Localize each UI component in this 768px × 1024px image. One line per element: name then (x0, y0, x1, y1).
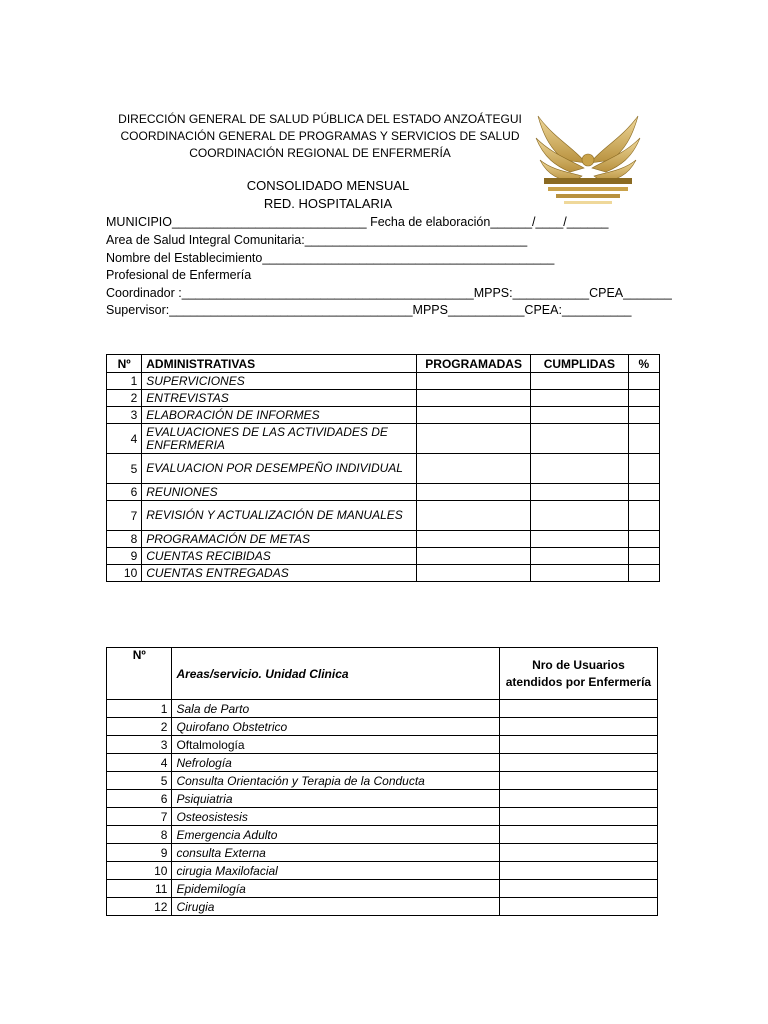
col-header-number: Nº (107, 355, 142, 373)
profesional-label: Profesional de Enfermería (106, 268, 252, 282)
row-description: ENTREVISTAS (142, 390, 417, 407)
cumplidas-cell[interactable] (531, 390, 629, 407)
row-number: 1 (107, 700, 172, 718)
table-row (107, 736, 658, 754)
row-description: PROGRAMACIÓN DE METAS (142, 531, 417, 548)
table-row (107, 531, 660, 548)
row-number: 4 (107, 424, 142, 454)
eagle-logo-icon (534, 108, 642, 212)
programadas-cell[interactable] (417, 565, 531, 582)
usuarios-cell[interactable] (499, 772, 657, 790)
usuarios-cell[interactable] (499, 736, 657, 754)
row-number: 9 (107, 844, 172, 862)
row-number: 3 (107, 407, 142, 424)
row-number: 8 (107, 531, 142, 548)
col-header-percent: % (628, 355, 659, 373)
col-header-usuarios: Nro de Usuarios atendidos por Enfermería (499, 648, 657, 700)
usuarios-cell[interactable] (499, 862, 657, 880)
table-row (107, 718, 658, 736)
usuarios-cell[interactable] (499, 718, 657, 736)
administrativas-table (106, 354, 660, 582)
row-description: REVISIÓN Y ACTUALIZACIÓN DE MANUALES (142, 501, 417, 531)
col-header-programadas: PROGRAMADAS (417, 355, 531, 373)
header-line-2: COORDINACIÓN GENERAL DE PROGRAMAS Y SERVICIOS DE SALUD (120, 129, 520, 143)
header-line-1: DIRECCIÓN GENERAL DE SALUD PÚBLICA DEL ESTADO ANZOÁTEGUI (118, 112, 522, 126)
row-description: EVALUACION POR DESEMPEÑO INDIVIDUAL (142, 454, 417, 484)
table-row (107, 373, 660, 390)
usuarios-cell[interactable] (499, 826, 657, 844)
row-area: Psiquiatria (172, 790, 499, 808)
row-number: 6 (107, 790, 172, 808)
table-header-row (107, 648, 658, 700)
percent-cell[interactable] (628, 407, 659, 424)
cumplidas-cell[interactable] (531, 501, 629, 531)
establecimiento-field[interactable]: Nombre del Establecimiento__________________________________________ (106, 251, 555, 265)
row-area: consulta Externa (172, 844, 499, 862)
programadas-cell[interactable] (417, 548, 531, 565)
row-number: 5 (107, 772, 172, 790)
percent-cell[interactable] (628, 531, 659, 548)
cumplidas-cell[interactable] (531, 548, 629, 565)
programadas-cell[interactable] (417, 484, 531, 501)
table-row (107, 808, 658, 826)
table-row (107, 772, 658, 790)
row-number: 3 (107, 736, 172, 754)
table-row (107, 844, 658, 862)
row-description: SUPERVICIONES (142, 373, 417, 390)
programadas-cell[interactable] (417, 390, 531, 407)
row-area: Cirugia (172, 898, 499, 916)
table-header-row (107, 355, 660, 373)
table-row (107, 548, 660, 565)
programadas-cell[interactable] (417, 454, 531, 484)
usuarios-cell[interactable] (499, 898, 657, 916)
table-row (107, 501, 660, 531)
cumplidas-cell[interactable] (531, 424, 629, 454)
table-row (107, 880, 658, 898)
row-description: EVALUACIONES DE LAS ACTIVIDADES DE ENFERMERIA (142, 424, 417, 454)
table-row (107, 454, 660, 484)
row-description: CUENTAS RECIBIDAS (142, 548, 417, 565)
row-number: 9 (107, 548, 142, 565)
row-number: 2 (107, 390, 142, 407)
cumplidas-cell[interactable] (531, 484, 629, 501)
percent-cell[interactable] (628, 373, 659, 390)
usuarios-cell[interactable] (499, 808, 657, 826)
usuarios-cell[interactable] (499, 754, 657, 772)
areas-servicio-table (106, 647, 658, 916)
table-row (107, 826, 658, 844)
col-header-cumplidas: CUMPLIDAS (531, 355, 629, 373)
municipio-field[interactable]: MUNICIPIO____________________________ Fecha de elaboración______/____/______ (106, 215, 609, 229)
row-number: 7 (107, 808, 172, 826)
row-number: 10 (107, 565, 142, 582)
table-row (107, 700, 658, 718)
row-number: 11 (107, 880, 172, 898)
table-row (107, 484, 660, 501)
usuarios-cell[interactable] (499, 880, 657, 898)
row-area: Nefrología (172, 754, 499, 772)
table-row (107, 424, 660, 454)
cumplidas-cell[interactable] (531, 407, 629, 424)
programadas-cell[interactable] (417, 424, 531, 454)
percent-cell[interactable] (628, 501, 659, 531)
table-row (107, 754, 658, 772)
row-description: REUNIONES (142, 484, 417, 501)
cumplidas-cell[interactable] (531, 454, 629, 484)
percent-cell[interactable] (628, 390, 659, 407)
percent-cell[interactable] (628, 484, 659, 501)
programadas-cell[interactable] (417, 531, 531, 548)
percent-cell[interactable] (628, 548, 659, 565)
programadas-cell[interactable] (417, 373, 531, 390)
coordinador-field[interactable]: Coordinador :__________________________________________MPPS:___________CPEA_______ (106, 286, 672, 300)
col-header-areas: Areas/servicio. Unidad Clinica (172, 648, 499, 700)
programadas-cell[interactable] (417, 501, 531, 531)
cumplidas-cell[interactable] (531, 531, 629, 548)
usuarios-cell[interactable] (499, 790, 657, 808)
row-area: Consulta Orientación y Terapia de la Conducta (172, 772, 499, 790)
col-header-number: Nº (107, 648, 172, 700)
programadas-cell[interactable] (417, 407, 531, 424)
table-row (107, 862, 658, 880)
row-number: 12 (107, 898, 172, 916)
row-description: ELABORACIÓN DE INFORMES (142, 407, 417, 424)
table-row (107, 565, 660, 582)
row-area: Emergencia Adulto (172, 826, 499, 844)
header-line-3: COORDINACIÓN REGIONAL DE ENFERMERÍA (189, 146, 451, 160)
usuarios-cell[interactable] (499, 844, 657, 862)
row-area: Osteosistesis (172, 808, 499, 826)
percent-cell[interactable] (628, 424, 659, 454)
col-header-administrativas: ADMINISTRATIVAS (142, 355, 417, 373)
row-number: 8 (107, 826, 172, 844)
row-number: 1 (107, 373, 142, 390)
row-number: 4 (107, 754, 172, 772)
table-row (107, 407, 660, 424)
row-number: 2 (107, 718, 172, 736)
area-field[interactable]: Area de Salud Integral Comunitaria:________________________________ (106, 233, 528, 247)
document-subtitle: RED. HOSPITALARIA (263, 196, 393, 211)
row-number: 5 (107, 454, 142, 484)
percent-cell[interactable] (628, 454, 659, 484)
row-area: cirugia Maxilofacial (172, 862, 499, 880)
table-row (107, 790, 658, 808)
percent-cell[interactable] (628, 565, 659, 582)
document-title: CONSOLIDADO MENSUAL (246, 178, 410, 193)
row-number: 10 (107, 862, 172, 880)
row-area: Quirofano Obstetrico (172, 718, 499, 736)
row-number: 7 (107, 501, 142, 531)
supervisor-field[interactable]: Supervisor:___________________________________MPPS___________CPEA:__________ (106, 303, 632, 317)
table-row (107, 898, 658, 916)
usuarios-cell[interactable] (499, 700, 657, 718)
cumplidas-cell[interactable] (531, 373, 629, 390)
cumplidas-cell[interactable] (531, 565, 629, 582)
table-row (107, 390, 660, 407)
row-area: Oftalmología (172, 736, 499, 754)
row-area: Epidemilogía (172, 880, 499, 898)
row-area: Sala de Parto (172, 700, 499, 718)
row-description: CUENTAS ENTREGADAS (142, 565, 417, 582)
row-number: 6 (107, 484, 142, 501)
